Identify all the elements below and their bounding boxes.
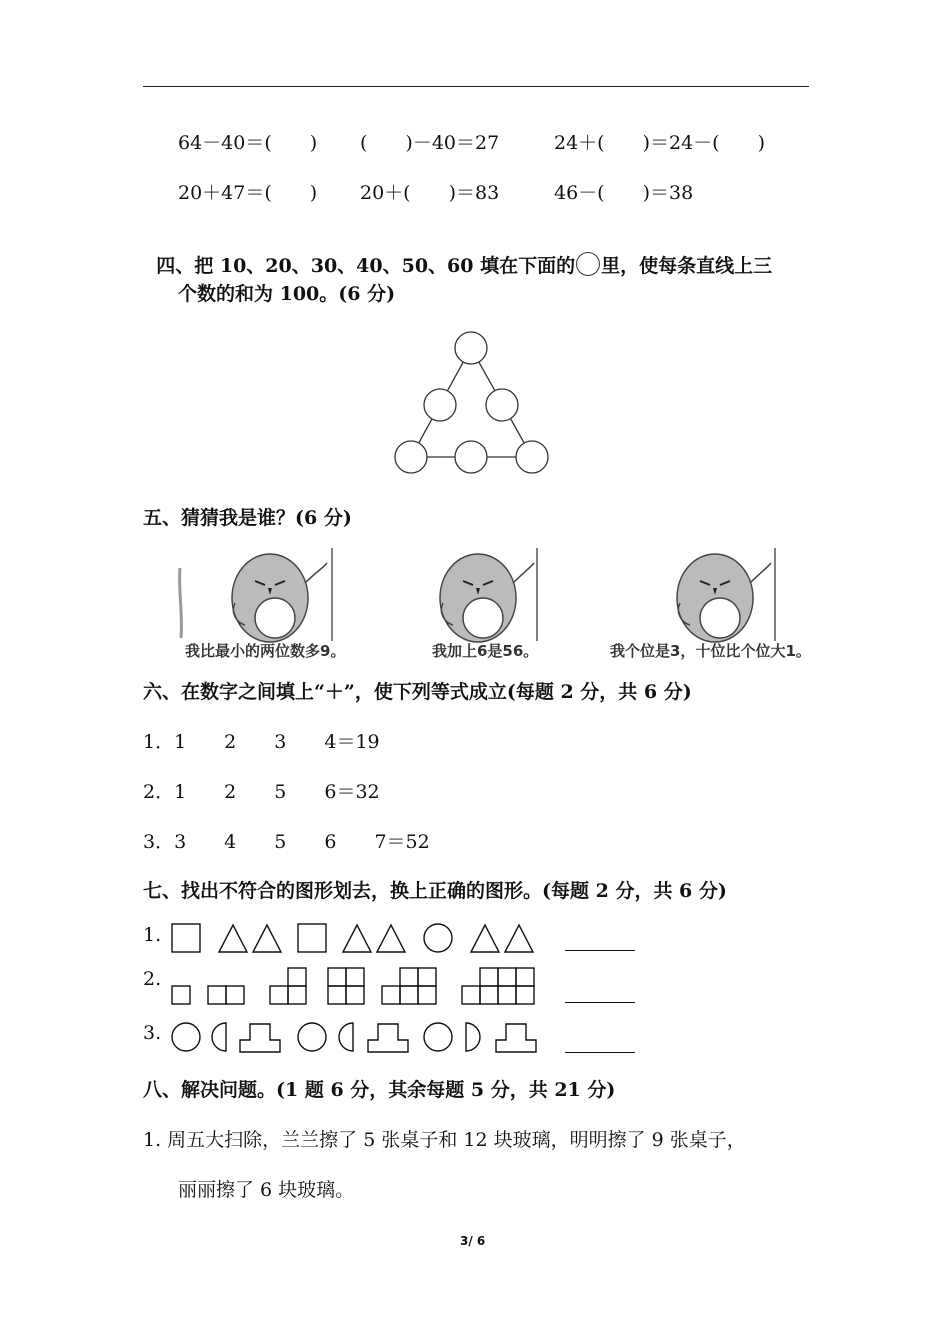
t-shape-icon [496,1024,536,1052]
section-5-title: 五、猜猜我是谁？(6 分) [143,507,352,529]
square-icon [172,924,200,952]
equation: ( )－40＝27 [360,132,500,154]
section-4-title [143,229,772,278]
section-7-title: 七、找出不符合的图形划去，换上正确的图形。(每题 2 分，共 6 分) [143,880,727,902]
blank-circle[interactable] [424,389,456,421]
header-rule [143,86,809,87]
blank-circle[interactable] [486,389,518,421]
square-icon [172,986,190,1004]
problem-text: 丽丽擦了 6 块玻璃。 [178,1179,355,1201]
triangle-icon [377,925,405,952]
triangle-icon [505,925,533,952]
section-4-title-cont: 个数的和为 100。(6 分) [178,283,396,305]
half-circle-icon [339,1023,353,1051]
shape-sequence-3 [170,1018,550,1056]
circle-icon [172,1023,200,1051]
section-4-title-part: 四、把 10、20、30、40、50、60 填在下面的 [156,255,576,277]
triangle-icon [219,925,247,952]
blank-circle[interactable] [395,441,427,473]
egg-character-illustration [175,543,340,643]
egg-character-illustration [420,543,545,643]
answer-blank[interactable] [565,1052,635,1053]
triangle-circles-diagram [390,330,555,475]
blank-circle[interactable] [516,441,548,473]
egg-character-illustration [655,543,780,643]
equation: 20＋( )＝83 [360,182,500,204]
blank-circle[interactable] [455,332,487,364]
equation-item: 2．1 2 5 6＝32 [143,781,380,803]
triangle-icon [253,925,281,952]
triangle-icon [471,925,499,952]
section-8-title: 八、解决问题。(1 题 6 分，其余每题 5 分，共 21 分) [143,1079,616,1101]
blank-circle[interactable] [455,441,487,473]
circle-icon [298,1023,326,1051]
row-label: 3. [143,1022,162,1044]
answer-blank[interactable] [565,950,635,951]
t-shape-icon [240,1024,280,1052]
equation: 20＋47＝( ) [178,182,318,204]
t-shape-icon [368,1024,408,1052]
circle-icon [424,1023,452,1051]
circle-icon [424,924,452,952]
row-label: 1. [143,924,162,946]
equation: 46－( )＝38 [554,182,694,204]
section-6-title: 六、在数字之间填上“＋”，使下列等式成立(每题 2 分，共 6 分) [143,681,692,703]
shape-sequence-1 [170,920,550,956]
triangle-icon [343,925,371,952]
half-circle-icon [212,1023,226,1051]
answer-blank[interactable] [565,1002,635,1003]
character-caption: 我加上6是56。 [432,642,539,660]
problem-text: 1. 周五大扫除，兰兰擦了 5 张桌子和 12 块玻璃，明明擦了 9 张桌子， [143,1129,746,1151]
equation: 24＋( )＝24－( ) [554,132,766,154]
square-icon [298,924,326,952]
equation-item: 3．3 4 5 6 7＝52 [143,831,430,853]
circle-icon [576,252,600,276]
equation-item: 1．1 2 3 4＝19 [143,731,380,753]
half-circle-icon [466,1023,480,1051]
shape-sequence-2 [170,962,550,1006]
section-4-title-part: 里，使每条直线上三 [601,255,773,277]
page-number: 3/ 6 [460,1234,486,1248]
row-label: 2. [143,968,162,990]
character-caption: 我比最小的两位数多9。 [185,642,346,660]
equation: 64－40＝( ) [178,132,318,154]
character-caption: 我个位是3，十位比个位大1。 [610,642,811,660]
